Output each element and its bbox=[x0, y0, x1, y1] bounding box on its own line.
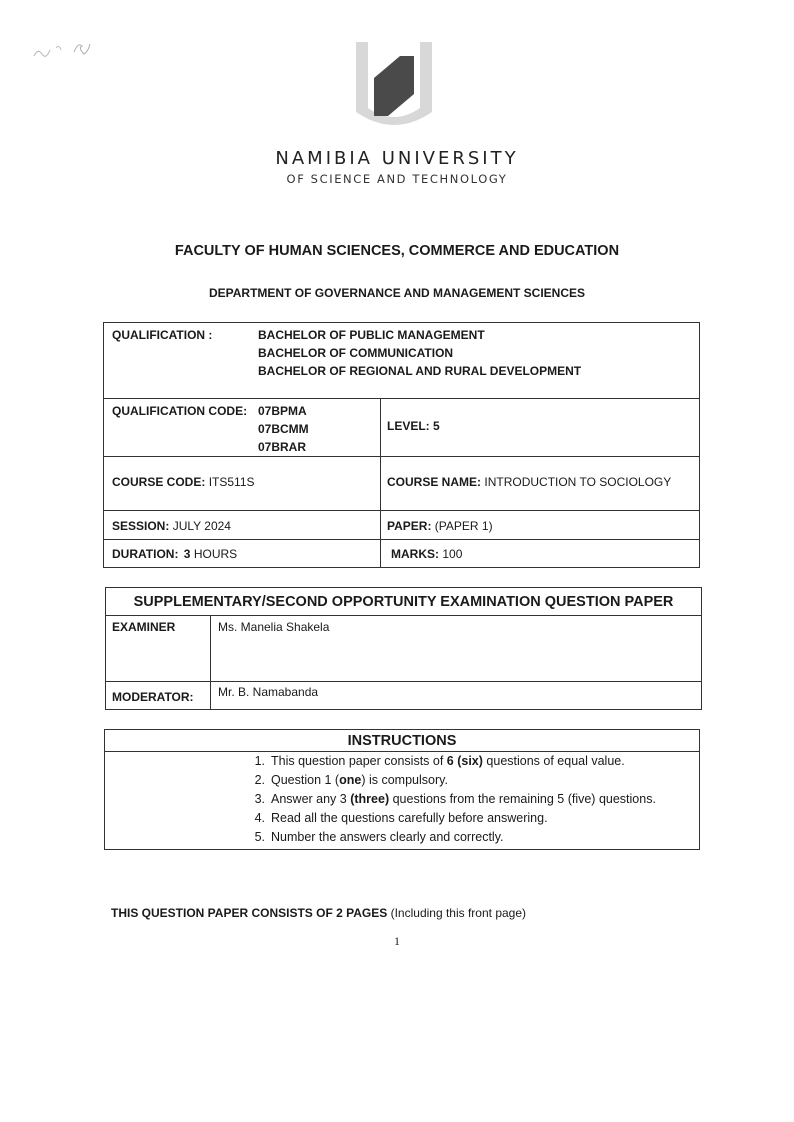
university-name: NAMIBIA UNIVERSITY bbox=[275, 148, 519, 169]
qualification-code-label: QUALIFICATION CODE: bbox=[112, 404, 248, 418]
moderator-label: MODERATOR: bbox=[112, 690, 194, 704]
examiner-label: EXAMINER bbox=[112, 620, 176, 634]
university-subtitle: OF SCIENCE AND TECHNOLOGY bbox=[286, 172, 508, 186]
qualification-code: 07BRAR bbox=[258, 440, 307, 454]
qualification-item: BACHELOR OF REGIONAL AND RURAL DEVELOPMENT bbox=[258, 364, 582, 378]
faculty-heading: FACULTY OF HUMAN SCIENCES, COMMERCE AND EDUCATION bbox=[174, 243, 620, 259]
duration-unit: HOURS bbox=[193, 547, 238, 561]
paper-field bbox=[387, 517, 493, 535]
level-value: 5 bbox=[433, 419, 440, 433]
duration-label: DURATION: bbox=[112, 547, 179, 561]
level-label: LEVEL: bbox=[387, 419, 430, 433]
session-label: SESSION: bbox=[112, 519, 170, 533]
examination-title: SUPPLEMENTARY/SECOND OPPORTUNITY EXAMINATION QUESTION PAPER bbox=[133, 594, 674, 610]
pen-scribble bbox=[30, 36, 100, 62]
level-field bbox=[387, 417, 440, 435]
moderator-name: Mr. B. Namabanda bbox=[218, 685, 319, 699]
course-code-field bbox=[112, 473, 255, 491]
instruction-item: 2. Question 1 (one) is compulsory. bbox=[254, 773, 448, 787]
instructions-box bbox=[104, 729, 700, 850]
course-code-label: COURSE CODE: bbox=[112, 475, 206, 489]
course-code-value: ITS511S bbox=[208, 475, 255, 489]
paper-label: PAPER: bbox=[387, 519, 432, 533]
marks-value: 100 bbox=[442, 547, 463, 561]
instructions-title: INSTRUCTIONS bbox=[347, 733, 457, 749]
paper-value: (PAPER 1) bbox=[434, 519, 493, 533]
instruction-item: 3. Answer any 3 (three) questions from the remaining 5 (five) questions. bbox=[254, 792, 656, 806]
marks-label: MARKS: bbox=[391, 547, 439, 561]
department-heading: DEPARTMENT OF GOVERNANCE AND MANAGEMENT SCIENCES bbox=[208, 286, 585, 300]
qualification-code-list bbox=[258, 402, 309, 456]
qualification-list bbox=[258, 326, 581, 380]
course-name-field bbox=[387, 473, 671, 491]
instructions-list bbox=[245, 752, 656, 847]
duration-field bbox=[112, 545, 237, 563]
marks-field bbox=[391, 545, 462, 563]
page-count-note bbox=[111, 906, 526, 920]
instruction-item: 5. Number the answers clearly and correctly. bbox=[254, 830, 504, 844]
session-field bbox=[112, 517, 231, 535]
qualification-label: QUALIFICATION : bbox=[112, 328, 213, 342]
instruction-item: 4. Read all the questions carefully before answering. bbox=[254, 811, 548, 825]
session-value: JULY 2024 bbox=[172, 519, 231, 533]
page-count-normal: (Including this front page) bbox=[387, 906, 527, 920]
qualification-code: 07BCMM bbox=[258, 422, 309, 436]
course-name-value: INTRODUCTION TO SOCIOLOGY bbox=[484, 475, 672, 489]
qualification-item: BACHELOR OF PUBLIC MANAGEMENT bbox=[258, 328, 485, 342]
duration-number: 3 bbox=[183, 547, 191, 561]
qualification-item: BACHELOR OF COMMUNICATION bbox=[258, 346, 454, 360]
page-count-bold: THIS QUESTION PAPER CONSISTS OF 2 PAGES bbox=[111, 906, 388, 920]
instruction-item: 1. This question paper consists of 6 (six) questions of equal value. bbox=[254, 754, 625, 768]
university-logo-icon bbox=[352, 38, 436, 134]
page-number: 1 bbox=[394, 934, 400, 948]
course-name-label: COURSE NAME: bbox=[387, 475, 482, 489]
examination-box bbox=[105, 587, 702, 710]
examiner-name: Ms. Manelia Shakela bbox=[218, 620, 330, 634]
course-details-table bbox=[103, 322, 700, 568]
qualification-code: 07BPMA bbox=[258, 404, 307, 418]
